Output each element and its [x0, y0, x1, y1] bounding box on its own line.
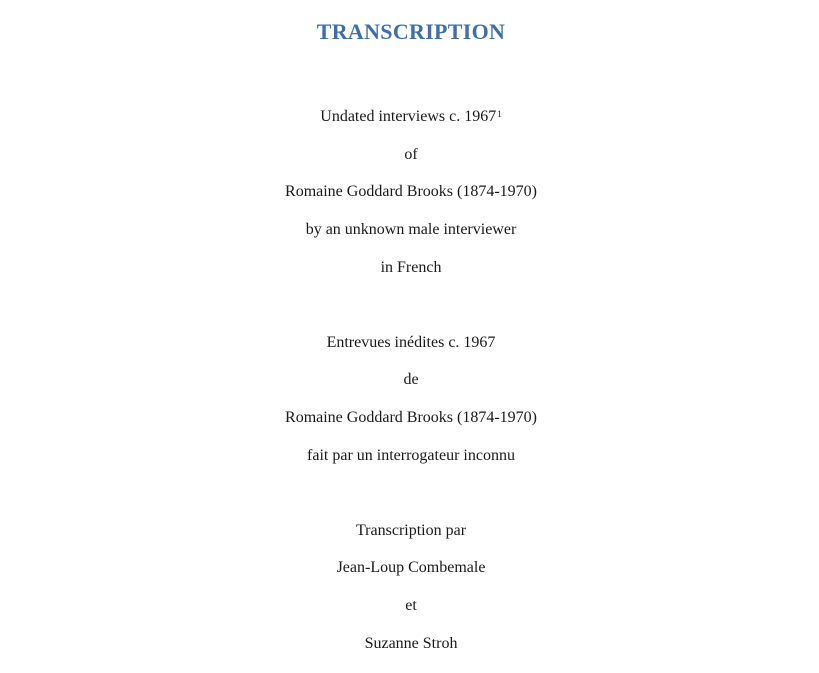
french-line-1: Entrevues inédites c. 1967 — [326, 334, 496, 351]
credits-transcriber-1: Jean-Loup Combemale — [336, 559, 486, 576]
document-title: TRANSCRIPTION — [316, 19, 506, 44]
credits-conjunction: et — [405, 597, 417, 614]
english-line-5: in French — [380, 259, 442, 276]
english-line-1: Undated interviews c. 1967 — [320, 108, 497, 125]
english-line-2: of — [404, 146, 418, 163]
english-line-4: by an unknown male interviewer — [305, 221, 517, 238]
credits-transcriber-2: Suzanne Stroh — [364, 635, 458, 652]
credits-line-1: Transcription par — [355, 522, 467, 539]
french-line-3: Romaine Goddard Brooks (1874-1970) — [285, 409, 537, 426]
english-line-3: Romaine Goddard Brooks (1874-1970) — [285, 183, 537, 200]
english-heading-line — [0, 107, 819, 127]
french-line-4: fait par un interrogateur inconnu — [307, 447, 515, 464]
footnote-marker[interactable]: 1 — [497, 109, 502, 119]
french-line-2: de — [403, 371, 419, 388]
